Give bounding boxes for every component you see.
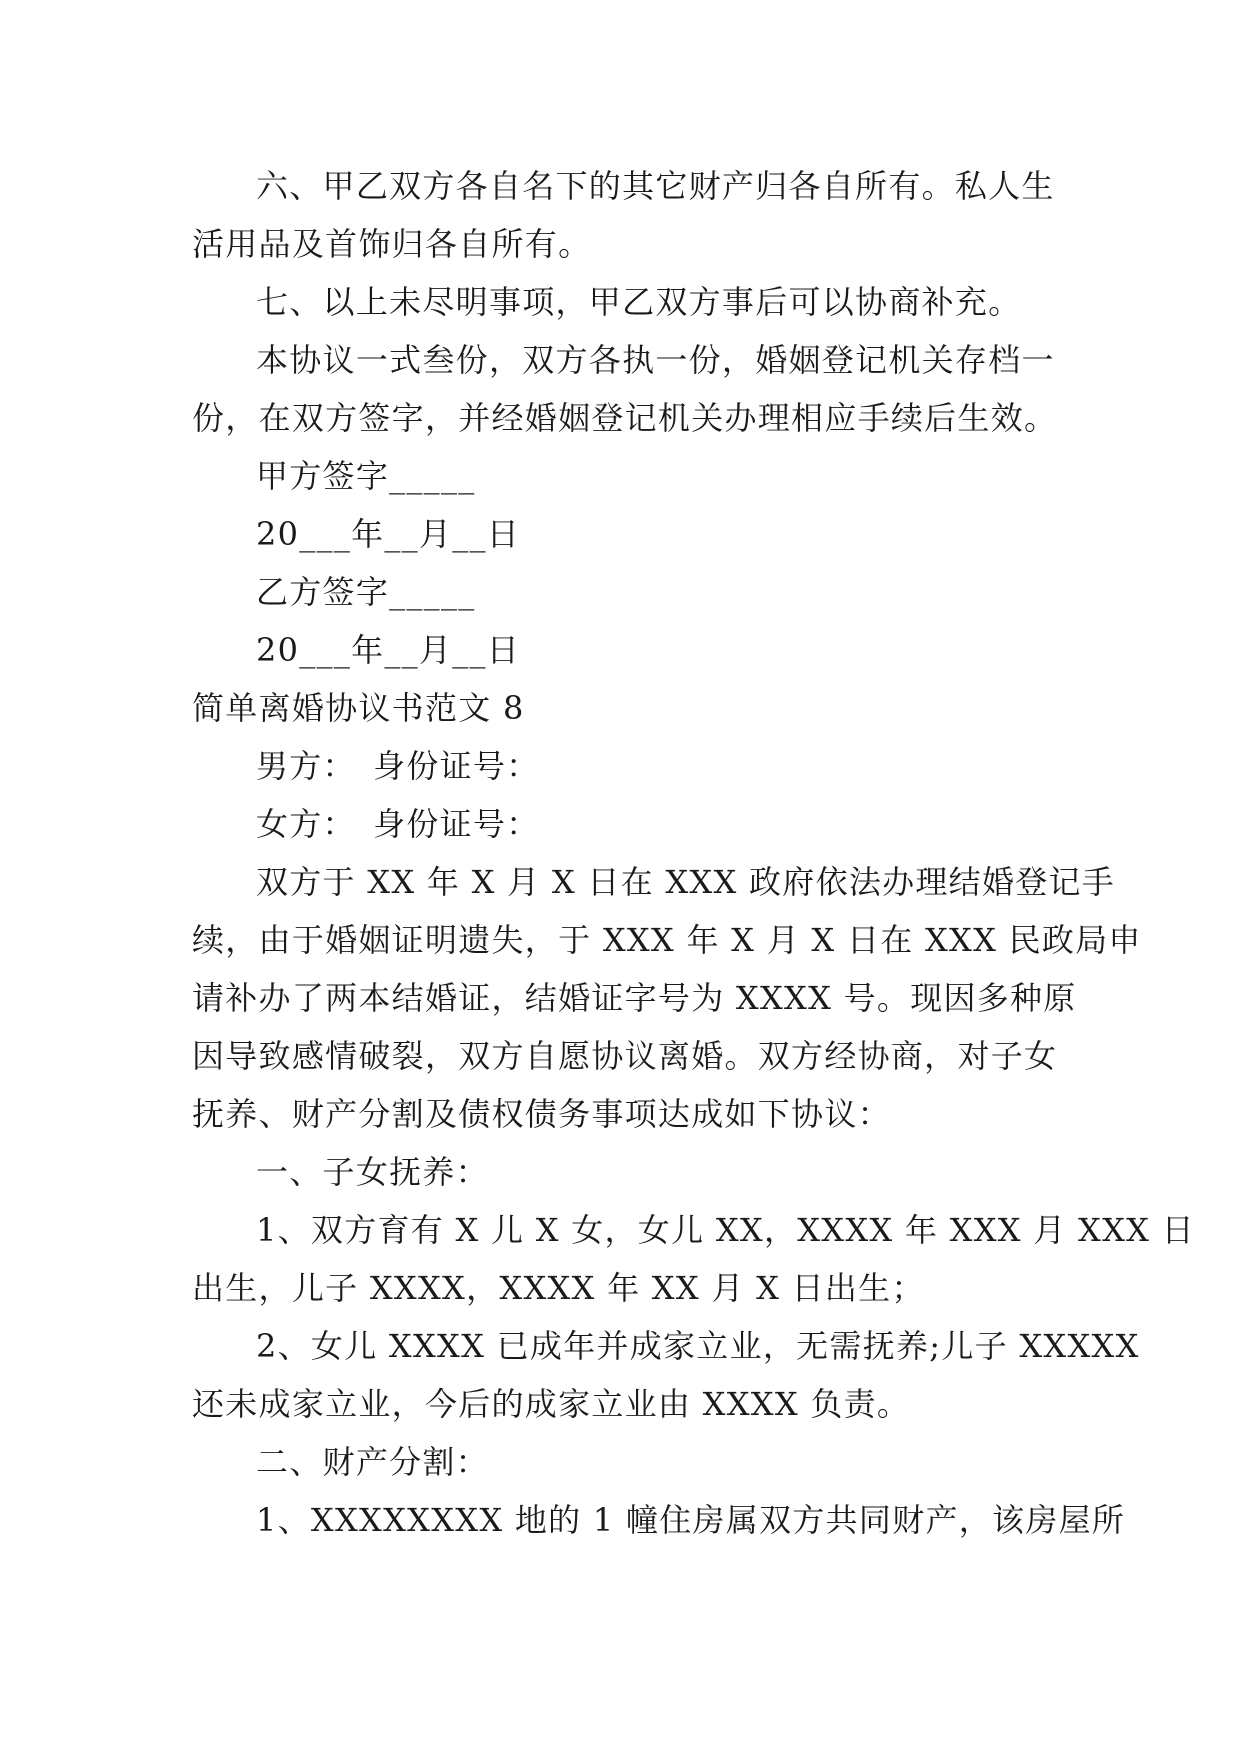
male-party-id: 男方： 身份证号： [256, 747, 540, 785]
preamble-line-1: 双方于 XX 年 X 月 X 日在 XXX 政府依法办理结婚登记手 [256, 863, 1116, 901]
clause-seven: 七、以上未尽明事项，甲乙双方事后可以协商补充。 [256, 283, 1022, 321]
preamble-line-4: 因导致感情破裂，双方自愿协议离婚。双方经协商，对子女 [192, 1037, 1058, 1075]
custody-item-1-line-2: 出生，儿子 XXXX，XXXX 年 XX 月 X 日出生； [192, 1269, 925, 1307]
property-division-heading: 二、财产分割： [256, 1443, 489, 1481]
copies-clause-line-2: 份，在双方签字，并经婚姻登记机关办理相应手续后生效。 [192, 399, 1058, 437]
party-b-date: 20___年__月__日 [256, 631, 521, 669]
preamble-line-5: 抚养、财产分割及债权债务事项达成如下协议： [192, 1095, 891, 1133]
section-heading: 简单离婚协议书范文 8 [192, 689, 525, 727]
clause-six-line-1: 六、甲乙双方各自名下的其它财产归各自所有。私人生 [256, 167, 1055, 205]
copies-clause-line-1: 本协议一式叁份，双方各执一份，婚姻登记机关存档一 [256, 341, 1055, 379]
custody-item-2-line-1: 2、女儿 XXXX 已成年并成家立业，无需抚养;儿子 XXXXX [256, 1327, 1140, 1365]
preamble-line-2: 续，由于婚姻证明遗失，于 XXX 年 X 月 X 日在 XXX 民政局申 [192, 921, 1142, 959]
party-a-signature: 甲方签字_____ [256, 457, 476, 495]
party-a-date: 20___年__月__日 [256, 515, 521, 553]
clause-six-line-2: 活用品及首饰归各自所有。 [192, 225, 592, 263]
custody-item-2-line-2: 还未成家立业，今后的成家立业由 XXXX 负责。 [192, 1385, 911, 1423]
female-party-id: 女方： 身份证号： [256, 805, 540, 843]
party-b-signature: 乙方签字_____ [256, 573, 476, 611]
custody-item-1-line-1: 1、双方育有 X 儿 X 女，女儿 XX，XXXX 年 XXX 月 XXX 日 [256, 1211, 1195, 1249]
preamble-line-3: 请补办了两本结婚证，结婚证字号为 XXXX 号。现因多种原 [192, 979, 1077, 1017]
child-custody-heading: 一、子女抚养： [256, 1153, 489, 1191]
property-item-1-line-1: 1、XXXXXXXX 地的 1 幢住房属双方共同财产，该房屋所 [256, 1501, 1126, 1539]
